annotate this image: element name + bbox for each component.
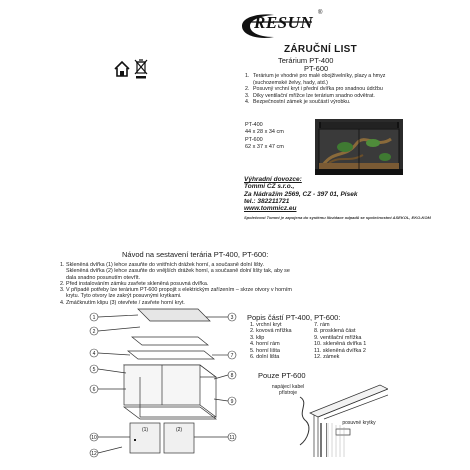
svg-text:9: 9: [230, 399, 234, 405]
part-item: 2. kovová mřížka: [250, 328, 292, 335]
pt600-title: Pouze PT-600: [258, 371, 306, 380]
part-item: 1. vrchní kryt: [250, 322, 282, 328]
callout-1: [90, 313, 98, 321]
callout-5: [90, 365, 98, 373]
svg-text:12: 12: [91, 451, 97, 457]
feature-item: 2. Posuvný vrchní kryt i přední dvířka pro snadnou údržbu: [245, 86, 383, 93]
svg-text:10: 10: [91, 435, 97, 441]
parts-title: Popis částí PT-400, PT-600:: [247, 313, 341, 322]
callout-4: [90, 349, 98, 357]
part-item: 9. ventilační mřížka: [314, 334, 362, 341]
parts-diagram: [80, 303, 240, 463]
callout-7: [228, 351, 236, 359]
spec-dimensions: 62 x 37 x 47 cm: [245, 144, 284, 150]
part-item: 3. klip: [250, 334, 265, 341]
house-outline-icon: [113, 60, 131, 78]
instructions-list: [60, 262, 370, 306]
svg-text:7: 7: [230, 353, 234, 359]
svg-text:4: 4: [92, 351, 96, 357]
part-item: 11. skleněná dvířka 2: [314, 347, 366, 354]
part-item: 12. zámek: [314, 354, 340, 361]
svg-text:3: 3: [230, 315, 234, 321]
spec-dimensions: 44 x 28 x 34 cm: [245, 129, 284, 135]
sliding-covers-label: posuvné krytky: [342, 420, 376, 426]
feature-item: 3. Díky ventilační mřížce lze terárium snadno odvětrat.: [245, 92, 375, 99]
model-line-1: Terárium PT-400: [278, 56, 334, 65]
cable-label: napájecí kabel přístroje: [271, 384, 305, 396]
part-item: 10. skleněná dvířka 1: [314, 341, 367, 348]
instruction-step: Skleněná dvířka (2) lehce zasuňte do vnějších drážek horní, a současně dolní lišty tak, aby se: [66, 268, 290, 275]
door-label-2: (2): [175, 427, 183, 433]
callout-2: [90, 327, 98, 335]
parts-list-right: [314, 322, 366, 360]
part-item: 6. dolní lišta: [250, 354, 280, 361]
instruction-step: 2. Před instalováním zámku zavřete skleněná posuvná dvířka.: [60, 280, 209, 287]
callout-11: [228, 433, 236, 441]
callout-12: [90, 449, 98, 457]
instruction-step: krytu. Tyto otvory lze zakrýt posuvnými krytkami.: [66, 293, 182, 300]
part-item: 7. rám: [314, 322, 330, 328]
svg-text:11: 11: [229, 435, 235, 441]
distributor-company: Tommi CZ s.r.o.,: [244, 183, 295, 191]
spec-model-name: PT-600: [245, 137, 263, 143]
instruction-step: dala snadno posunutím otevřít.: [66, 274, 141, 281]
part-item: 5. horní lišta: [250, 347, 280, 354]
parts-list-left: [250, 322, 292, 360]
distributor-web[interactable]: www.tommicz.eu: [244, 205, 297, 213]
feature-list: [245, 73, 395, 106]
instruction-step: 3. V případě potřeby lze terárium PT-600 propojit s elektrickým zařízením – skrze otvory v horním: [60, 287, 292, 294]
distributor-phone: tel.: 382211721: [244, 197, 290, 205]
svg-text:5: 5: [92, 367, 96, 373]
door-label-1: (1): [141, 427, 149, 433]
terrarium-photo: [315, 119, 403, 175]
part-item: 4. horní rám: [250, 341, 280, 348]
svg-text:8: 8: [230, 373, 234, 379]
instructions-title: Návod na sestavení terária PT-400, PT-600:: [122, 250, 269, 259]
registered-mark: ®: [318, 10, 323, 16]
logo-text: RESUN: [254, 13, 314, 32]
svg-text:6: 6: [92, 387, 96, 393]
warranty-title: ZÁRUČNÍ LIST: [284, 44, 358, 55]
instruction-step: 4. Zmáčknutím klipu (3) otevřete / zavřete horní kryt.: [60, 299, 185, 306]
spec-model-name: PT-400: [245, 122, 263, 128]
instruction-step: 1. Skleněná dvířka (1) lehce zasuňte do vnitřních drážek horní, a současně dolní lišty.: [60, 262, 264, 268]
disposal-note: Společnost Tommi je zapojena do systému likvidace odpadů se společnostmi ASEKOL, EKO-KOM: [244, 215, 431, 220]
crossed-bin-icon: [134, 58, 148, 80]
svg-text:1: 1: [92, 315, 96, 321]
callout-6: [90, 385, 98, 393]
part-item: 8. prosklená část: [314, 328, 356, 335]
distributor-address: Za Nádražím 2569, CZ - 397 01, Písek: [244, 190, 358, 198]
callout-8: [228, 371, 236, 379]
distributor-heading: Výhradní dovozce:: [244, 176, 302, 183]
model-line-2: PT-600: [304, 64, 329, 73]
svg-text:2: 2: [92, 329, 96, 335]
callout-3: [228, 313, 236, 321]
feature-item: 4. Bezpečnostní zámek je součástí výrobku.: [245, 99, 351, 106]
callout-9: [228, 397, 236, 405]
distributor-block: [244, 176, 444, 212]
callout-10: [90, 433, 98, 441]
feature-item: 1. Terárium je vhodné pro malé obojživelníky, plazy a hmyz (suchozemské želvy, hady, atd.): [245, 73, 386, 86]
